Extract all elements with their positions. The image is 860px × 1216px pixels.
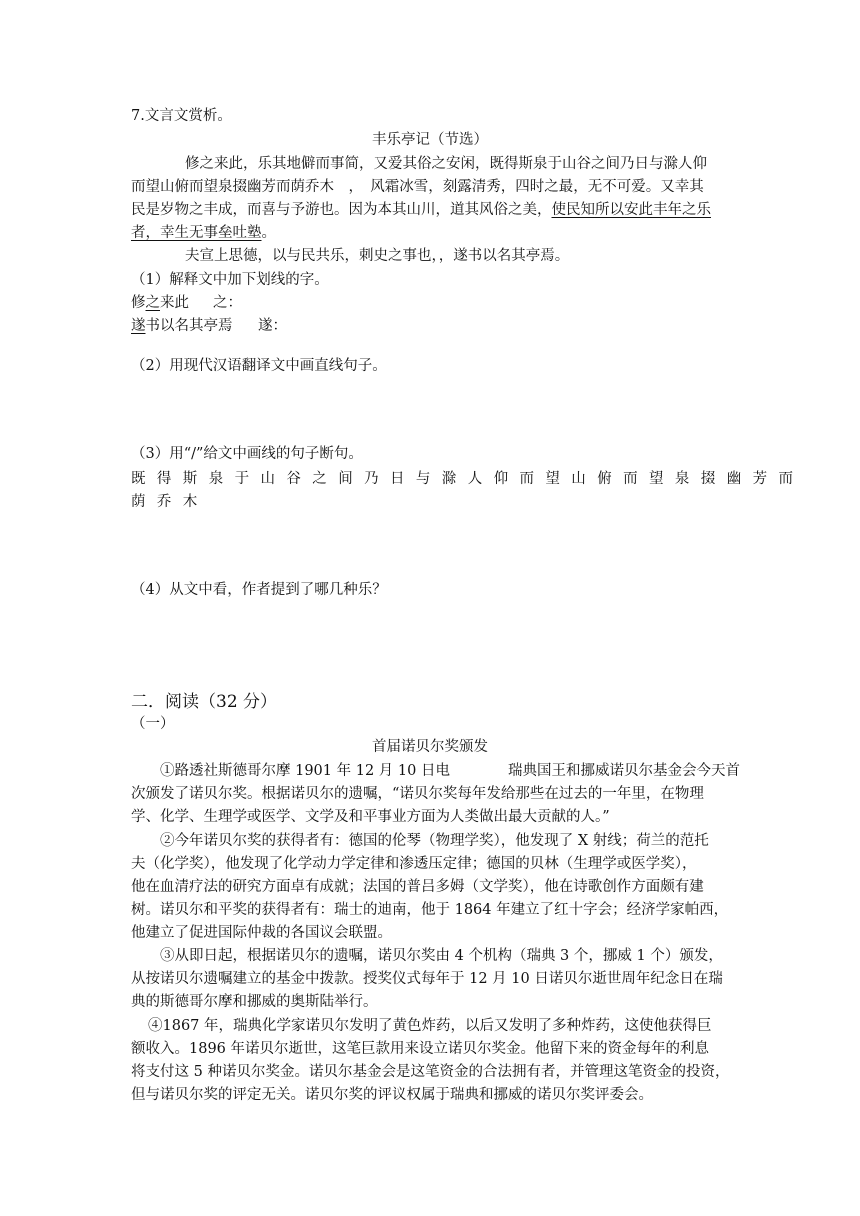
article-line: 夫（化学奖），他发现了化学动力学定律和渗透压定律；德国的贝林（生理学或医学奖）， [131,856,697,872]
passage-line: 而望山俯而望泉掇幽芳而荫乔木 ， 风霜冰雪，刻露清秀，四时之最，无不可爱。又幸其 [131,179,704,195]
passage-line [131,200,731,220]
article-title: 首届诺贝尔奖颁发 [372,739,488,755]
article-line: 但与诺贝尔奖的评定无关。诺贝尔奖的评议权属于瑞典和挪威的诺贝尔奖评委会。 [131,1087,653,1103]
article-line: ①路透社斯德哥尔摩 1901 年 12 月 10 日电 瑞典国王和挪威诺贝尔基金会今天首 [160,763,740,779]
question-7-heading: 7.文言文赏析。 [131,108,232,124]
passage-text: 。 [261,225,276,241]
answer-label: 遂： [258,318,287,334]
passage-line [131,223,276,243]
section-heading: 二．阅读（32 分） [131,692,278,712]
article-line: 将支付这 5 种诺贝尔奖金。诺贝尔基金会是这笔资金的合法拥有者，并管理这笔资金的投资， [131,1064,730,1080]
passage-text: 民是岁物之丰成，而喜与予游也。因为本其山川，道其风俗之美， [131,202,552,218]
question-1-item-2 [131,316,233,336]
question-3-prompt: （3）用“/”给文中画线的句子断句。 [131,446,363,462]
article-line: 学、化学、生理学或医学、文学及和平事业方面为人类做出最大贡献的人。” [131,809,610,825]
subsection-label: （一） [131,716,175,732]
answer-label: 之： [213,295,242,311]
underlined-sentence: 者，幸生无事垒吐塾 [131,225,262,241]
passage-title: 丰乐亭记（节选） [372,132,488,148]
underlined-char: 遂 [131,318,146,334]
question-1-item-1 [131,293,189,313]
question-3-sentence: 既得斯泉于山谷之间乃日与滁人仰而望山俯而望泉掇幽芳而 [131,471,805,487]
article-line: 他在血清疗法的研究方面卓有成就；法国的普吕多姆（文学奖），他在诗歌创作方面颇有建 [131,879,704,895]
passage-line: 修之来此，乐其地僻而事简，又爱其俗之安闲，既得斯泉于山谷之间乃日与滁人仰 [185,156,707,172]
item-text: 修 [131,295,146,311]
article-line: ②今年诺贝尔奖的获得者有：德国的伦琴（物理学奖），他发现了 X 射线；荷兰的范托 [160,833,709,849]
passage-line: 夫宣上思德，以与民共乐，刺史之事也，，遂书以名其亭焉。 [185,248,570,264]
article-line: 树。诺贝尔和平奖的获得者有：瑞士的迪南，他于 1864 年建立了红十字会；经济学家帕西， [131,902,729,918]
question-2-prompt: （2）用现代汉语翻译文中画直线句子。 [131,358,387,374]
underlined-char: 之 [145,295,160,311]
article-line: 额收入。1896 年诺贝尔逝世，这笔巨款用来设立诺贝尔奖金。他留下来的资金每年的利息 [131,1041,710,1057]
article-line: 他建立了促进国际仲裁的各国议会联盟。 [131,925,392,941]
question-1-prompt: （1）解释文中加下划线的字。 [131,272,329,288]
article-line: 从按诺贝尔遗嘱建立的基金中拨款。授奖仪式每年于 12 月 10 日诺贝尔逝世周年纪念日在瑞 [131,971,723,987]
item-text: 书以名其亭焉 [145,318,233,334]
article-line: 次颁发了诺贝尔奖。根据诺贝尔的遗嘱，“诺贝尔奖每年发给那些在过去的一年里，在物理 [131,786,704,802]
item-text: 来此 [160,295,189,311]
underlined-sentence: 使民知所以安此丰年之乐 [551,202,711,218]
question-4-prompt: （4）从文中看，作者提到了哪几种乐？ [131,582,387,598]
article-line: 典的斯德哥尔摩和挪威的奥斯陆举行。 [131,994,378,1010]
article-line: ③从即日起，根据诺贝尔的遗嘱，诺贝尔奖由 4 个机构（瑞典 3 个，挪威 1 个）颁发， [160,948,723,964]
question-3-sentence: 荫乔木 [131,494,209,510]
article-line: ④1867 年，瑞典化学家诺贝尔发明了黄色炸药，以后又发明了多种炸药，这使他获得巨 [148,1018,712,1034]
